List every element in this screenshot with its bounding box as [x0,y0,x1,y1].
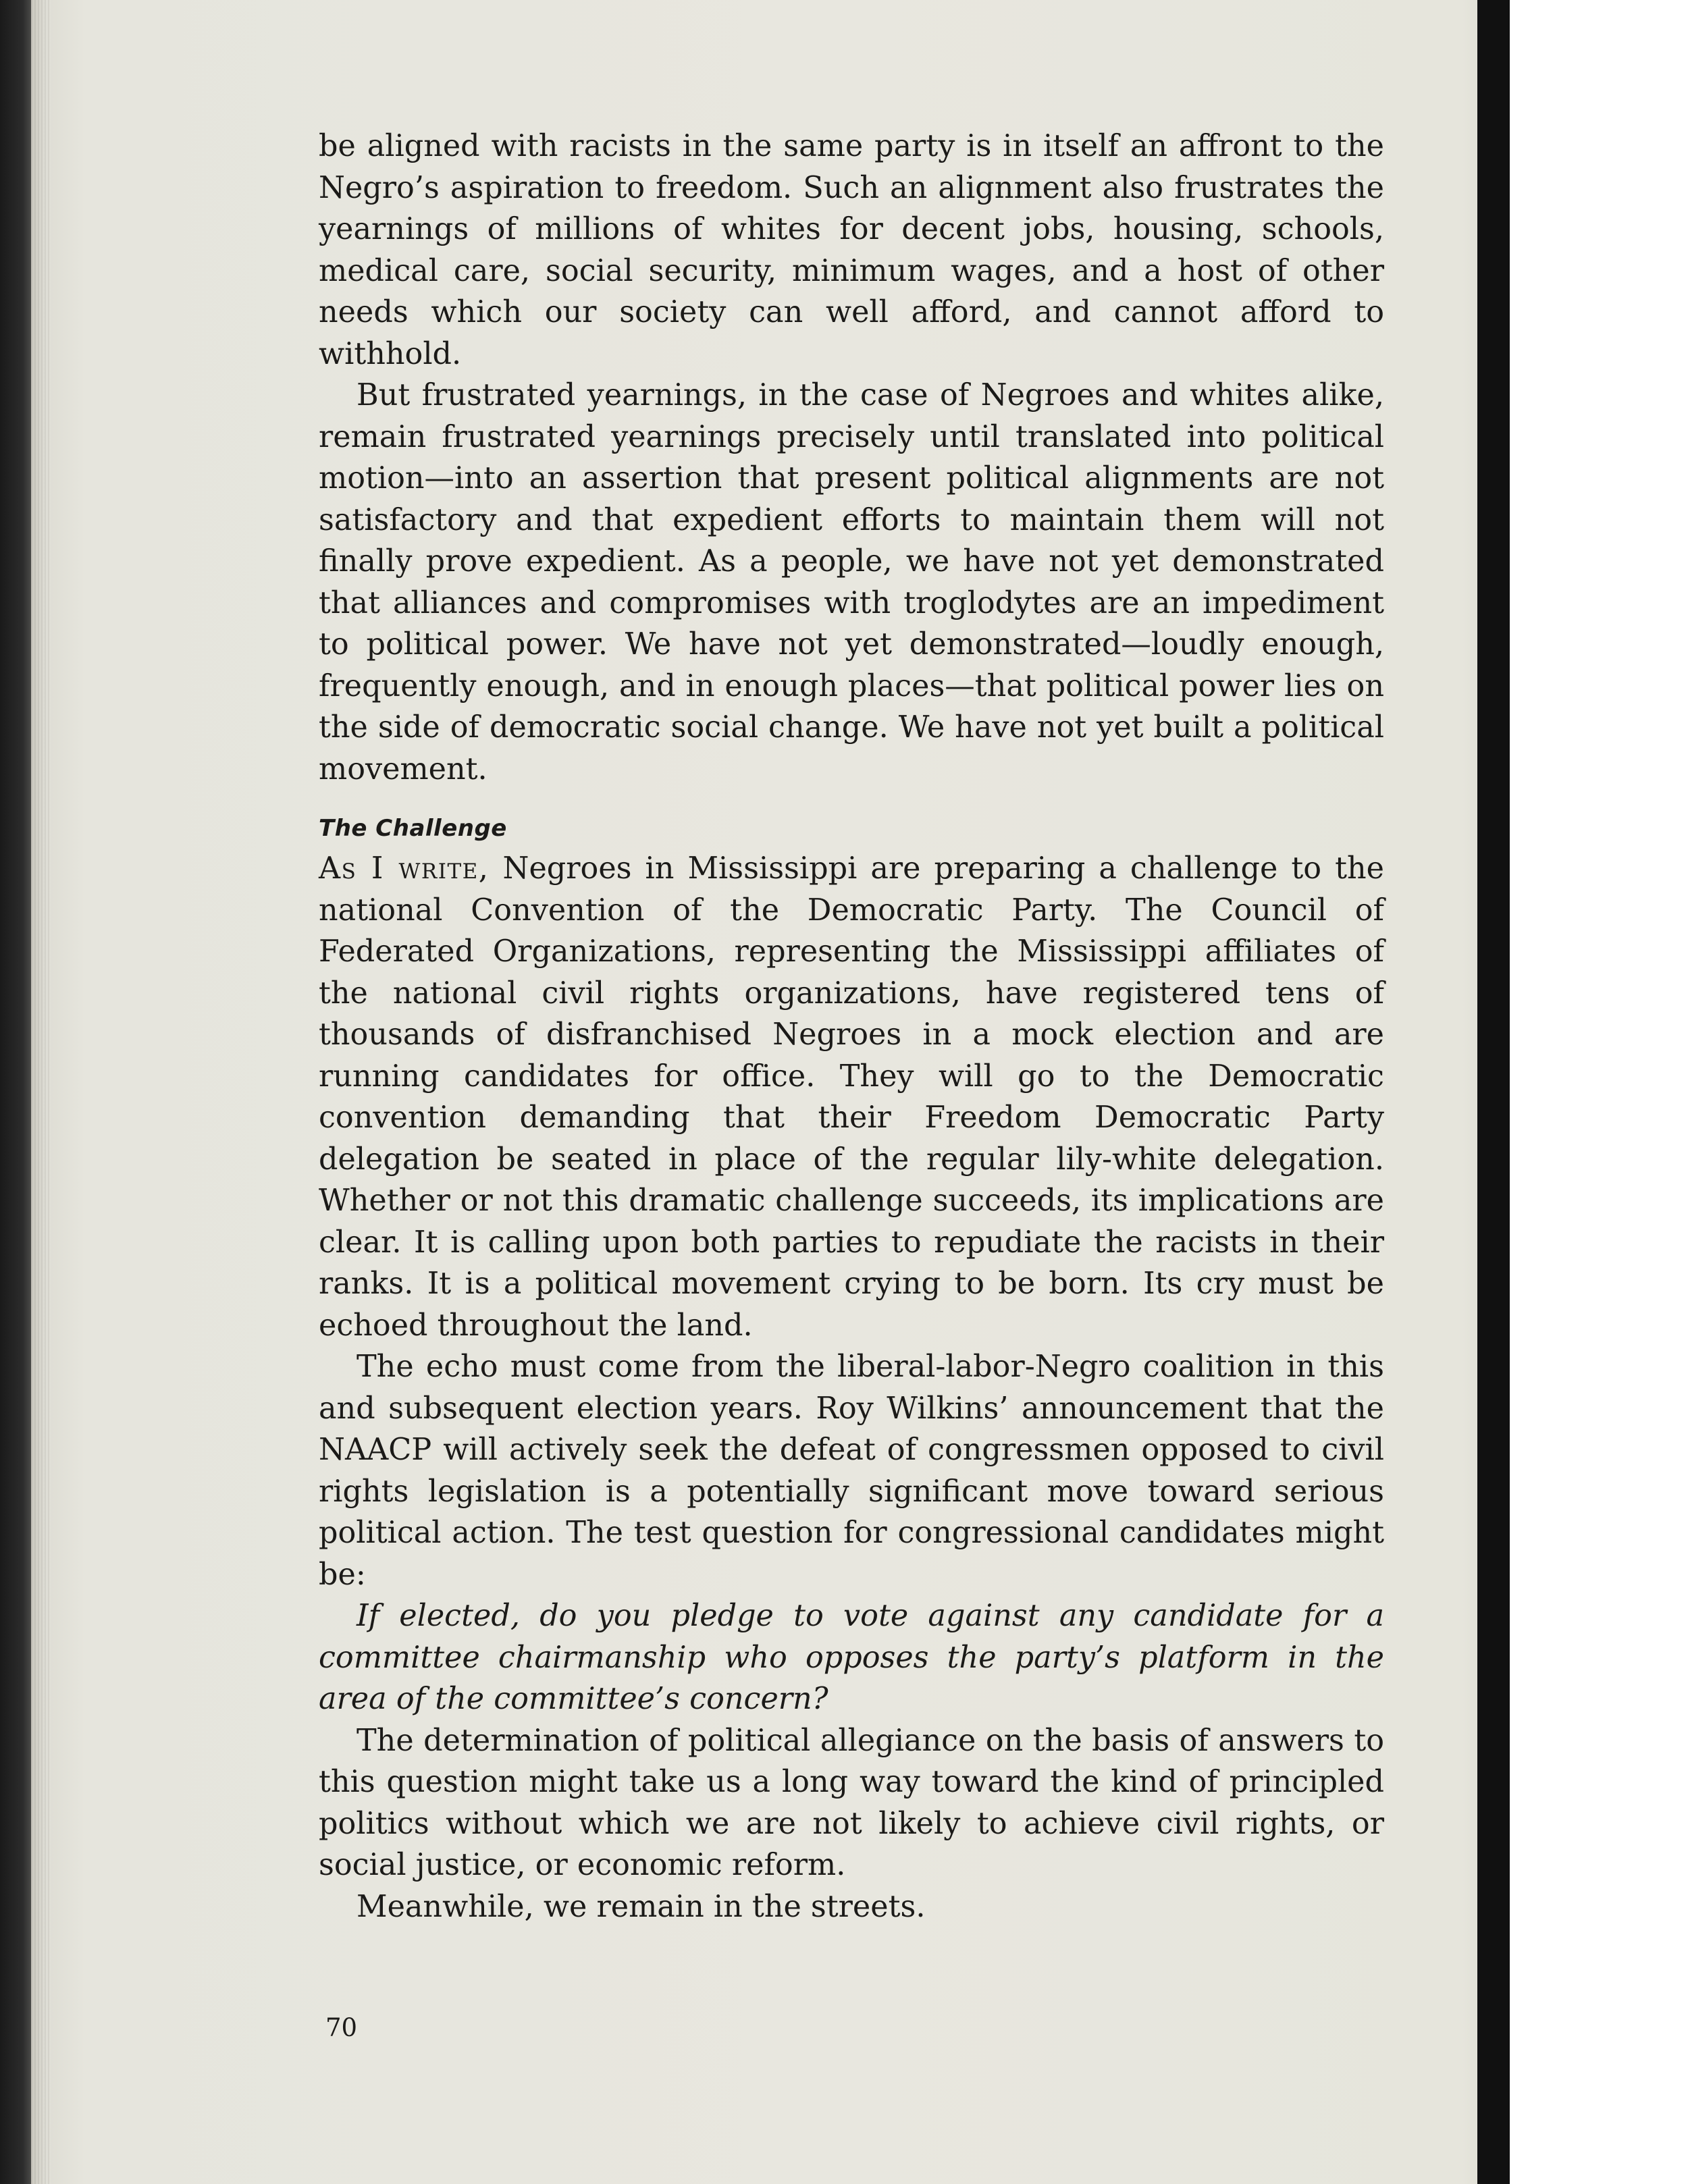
page-stack-edge [31,0,51,2184]
paragraph-echo: The echo must come from the liberal-labor-Negro coalition in this and subsequent election years. Roy Wilkins’ announcement that the NAACP will actively seek the defeat of congressmen opposed to civil rights legislation is a potentially significant move toward serious political action. The test question for congressional candidates might be: [319,1350,1384,1592]
closing-line: Meanwhile, we remain in the streets. [357,1889,926,1924]
scanner-background [1477,0,1688,2184]
paragraph-affront: be aligned with racists in the same party is in itself an affront to the Negro’s aspiration to freedom. Such an alignment also frustrates the yearnings of millions of whites for decent jobs, housing, schools, medical care, social security, minimum wages, and a host of other needs which our society can well afford, and cannot afford to withhold. [319,129,1384,371]
paragraph-challenge-text: Negroes in Mississippi are preparing a challenge to the national Convention of the Democratic Party. The Council of Federated Organizations, representing the Mississippi affiliates of the national civil rights organizations, have registered tens of thousands of disfranchised Negroes in a mock election and are running candidates for office. They will go to the Democratic convention demanding that their Freedom Democratic Party delegation be seated in place of the regular lily-white delegation. Whether or not this dramatic challenge succeeds, its implications are clear. It is calling upon both parties to repudiate the racists in their ranks. It is a political movement crying to be born. Its cry must be echoed throughout the land. [319,851,1384,1343]
section-heading: The Challenge [319,815,507,842]
paragraph-frustrated-yearnings: But frustrated yearnings, in the case of Negroes and whites alike, remain frustrated yearnings precisely until translated into political motion—into an assertion that present political alignments are not satisfactory and that expedient efforts to maintain them will not finally prove expedient. As a people, we have not yet demonstrated that alliances and compromises with troglodytes are an impediment to political power. We have not yet demonstrated—loudly enough, frequently enough, and in enough places—that political power lies on the side of democratic social change. We have not yet built a political movement. [319,378,1384,787]
book-spine-shadow [0,0,31,2184]
paragraph-challenge [319,848,1384,1346]
body-text [319,126,1384,1927]
scanner-margin [1510,0,1688,2184]
pledge-question: If elected, do you pledge to vote against any candidate for a committee chairmanship who opposes the party’s platform in the area of the committee’s concern? [319,1599,1384,1716]
lead-in-smallcaps: As I write, [319,851,490,886]
scanner-dark-strip [1477,0,1510,2184]
paragraph-determination: The determination of political allegiance on the basis of answers to this question might take us a long way toward the kind of principled politics without which we are not likely to achieve civil rights, or social justice, or economic reform. [319,1723,1384,1882]
page-number: 70 [325,2013,358,2042]
